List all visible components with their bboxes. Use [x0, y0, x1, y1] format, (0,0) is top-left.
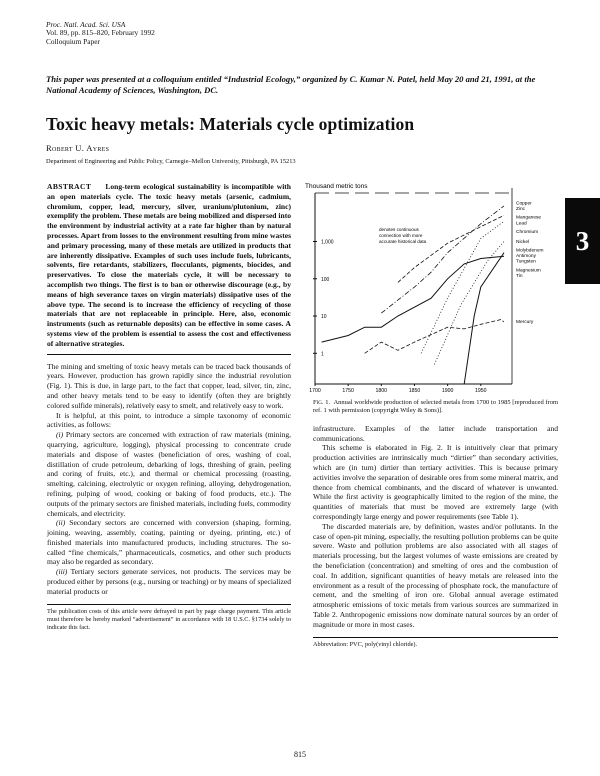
paper-title: Toxic heavy metals: Materials cycle optimization	[46, 114, 415, 134]
x-tick-label: 1800	[375, 388, 388, 394]
colloquium-note: This paper was presented at a colloquium entitled “Industrial Ecology,” organized by C. Kumar N. Patel, held May 20 and 21, 1991, at the National Academy of Sciences, Washington, DC.	[46, 74, 536, 95]
body-left	[47, 362, 291, 597]
journal-name: Proc. Natl. Acad. Sci. USA	[46, 20, 126, 29]
body-paragraph: The discarded materials are, by definition, wastes and/or pollutants. In the case of open-pit mining, especially, the resulting pollution problems can be quite severe. Waste and pollution problems are also associated with all stages of materials processing, but the largest volumes of waste emissions are created by the beneficiation (concentration) and smelting of ores and the combustion of coal. In addition, significant quantities of heavy metals are released into the environment as a result of the processing of phosphate rock, the manufacture of cement, and the smelting of iron ore. Global annual average estimated atmospheric emissions of toxic metals from various sources are summarized in Table 2. Anthropogenic emissions now dominate natural sources by an order of magnitude or more in most cases.	[313, 521, 558, 629]
abstract-divider	[47, 354, 291, 356]
table-rule	[313, 637, 558, 638]
body-paragraph	[47, 518, 291, 567]
legend-label: Copper Zinc	[516, 201, 532, 213]
author: Robert U. Ayres	[46, 143, 110, 153]
paragraph-text: The mining and smelting of toxic heavy metals can be traced back thousands of years. However, production has grown rapidly since the industrial revolution (Fig. 1). This is due, in large part, to the fact that copper, lead, silver, tin, zinc, and other heavy metals tend to be easy to identify (often they are brightly colored sulfide minerals), relatively easy to smelt, and relatively easy to work.	[47, 361, 291, 410]
x-tick-label: 1850	[408, 388, 421, 394]
paragraph-lead: (iii)	[56, 567, 68, 577]
chart-annotation: denotes continuous connection with more accurate historical data	[379, 227, 427, 244]
figure-caption-text: Annual worldwide production of selected metals from 1700 to 1985 [reproduced from ref. 1 with permission (copyright Wiley & Sons)].	[313, 399, 558, 415]
y-tick-label: 100	[321, 276, 330, 283]
body-paragraph	[47, 411, 291, 431]
legend-label: Mercury	[516, 320, 534, 326]
x-tick-label: 1950	[475, 388, 487, 394]
figure-caption-label: Fig. 1.	[313, 399, 331, 406]
legend-label: Chromium	[516, 229, 539, 235]
affiliation: Department of Engineering and Public Policy, Carnegie–Mellon University, Pittsburgh, PA 15213	[46, 158, 296, 165]
figure-1-chart	[300, 176, 565, 398]
y-tick-label: 10	[321, 314, 327, 321]
series-line-chromium	[421, 221, 504, 353]
body-paragraph	[47, 362, 291, 411]
abbreviation-note: Abbreviation: PVC, poly(vinyl chloride).	[313, 640, 418, 648]
x-tick-label: 1700	[309, 388, 321, 394]
figure-caption	[313, 399, 558, 416]
section-label: Colloquium Paper	[46, 36, 100, 46]
y-tick-label: 1	[321, 351, 324, 358]
series-line-manganese-lead	[398, 215, 504, 282]
paragraph-text: Secondary sectors are concerned with conversion (shaping, forming, joining, weaving, assembly, coating, painting or dyeing, printing, etc.) of finished materials into manufactured products, including structures. The so-called “fine chemicals,” pharmaceuticals, cosmetics, and other such products may also be regarded as secondary.	[47, 518, 291, 567]
legend-label: Magnesium Tin	[516, 268, 541, 279]
abstract	[47, 182, 291, 349]
body-paragraph	[47, 567, 291, 596]
y-tick-label: 1,000	[321, 239, 334, 246]
right-column	[313, 399, 558, 649]
paragraph-text: Primary sectors are concerned with extraction of raw materials (mining, quarrying, agriculture, logging), physical processing to concentrate crude materials and dispose of wastes (beneficiation of ores, washing of coal, distillation of crude petroleum, debarking of logs, threshing of grain, peeling and coring of fruits, etc.), and thermal or chemical processing (roasting, smelting, calcining, electrolytic or oxygen refining, alloying, dehydrogenation, refining, pulping of wood, cooking or baking of food products, etc.). The outputs of the primary sectors are finished materials, including fuels, commodity chemicals, and electricity.	[47, 430, 291, 518]
body-right	[313, 424, 558, 630]
paragraph-lead: (ii)	[56, 518, 66, 528]
left-column	[47, 182, 291, 633]
footnote: The publication costs of this article were defrayed in part by page charge payment. This article must therefore be hereby marked “advertisement” in accordance with 18 U.S.C. §1734 solely to indicate this fact.	[47, 607, 291, 632]
abstract-label: ABSTRACT	[47, 182, 92, 191]
body-paragraph: This scheme is elaborated in Fig. 2. It is intuitively clear that primary production activities are intrinsically much “dirtier” than secondary activities, which are (in turn) dirtier than tertiary activities. This is because primary activities involve the separation of desirable ores from some mineral matrix, and thence from chemical combinants, and the discard of whatever is unwanted. While the first activity is geographically limited to the region of the mine, the quantities of materials that must be moved are extremely large (with correspondingly large energy and power requirements (see Table 1).	[313, 443, 558, 521]
volume-info: Vol. 89, pp. 815–820, February 1992	[46, 28, 155, 38]
footnote-rule	[47, 604, 291, 605]
series-line-molybdenum-antimony-tungsten	[464, 253, 504, 384]
series-line-copper-zinc	[381, 206, 504, 313]
legend-label: Manganese Lead	[516, 215, 542, 227]
paragraph-lead: (i)	[56, 430, 64, 440]
y-axis-label: Thousand metric tons	[305, 183, 368, 190]
body-paragraph: infrastructure. Examples of the latter include transportation and communications.	[313, 423, 558, 443]
legend-label: Molybdenum Antimony Tungsten	[516, 248, 544, 265]
x-tick-label: 1750	[342, 388, 354, 394]
abstract-text: Long-term ecological sustainability is incompatible with an open materials cycle. The toxic heavy metals (arsenic, cadmium, chromium, copper, lead, mercury, silver, uranium/plutonium, zinc) exemplify the problem. These metals are being mobilized and dispersed into the environment by industrial activity at a rate far higher than by natural processes. Apart from losses to the environment resulting from mine wastes and primary processing, many of these metals are utilized in products that are inherently dissipative. Examples of such uses include fuels, lubricants, solvents, fire retardants, stabilizers, flocculants, pigments, biocides, and preservatives. To close the materials cycle, it will be necessary to accomplish two things. The first is to ban or otherwise discourage (e.g., by means of high severance taxes on virgin materials) dissipative uses of the above type. The second is to increase the efficiency of recycling of those materials that are not replaceable in principle. Here, also, economic instruments (such as returnable deposits) can be effective in some cases. A systems view of the problem is essential to assess the cost and effectiveness of alternative strategies.	[47, 182, 291, 348]
paragraph-text: It is helpful, at this point, to introduce a simple taxonomy of economic activities, as follows:	[47, 410, 291, 430]
section-tab: 3	[565, 198, 600, 284]
paragraph-text: Tertiary sectors generate services, not products. The services may be produced either by persons (e.g., nursing or teaching) or by means of specialized material products or	[47, 567, 291, 596]
journal-header	[46, 21, 155, 46]
page-number: 815	[294, 750, 306, 759]
x-tick-label: 1900	[441, 388, 454, 394]
legend-label: Nickel	[516, 239, 530, 245]
body-paragraph	[47, 430, 291, 518]
